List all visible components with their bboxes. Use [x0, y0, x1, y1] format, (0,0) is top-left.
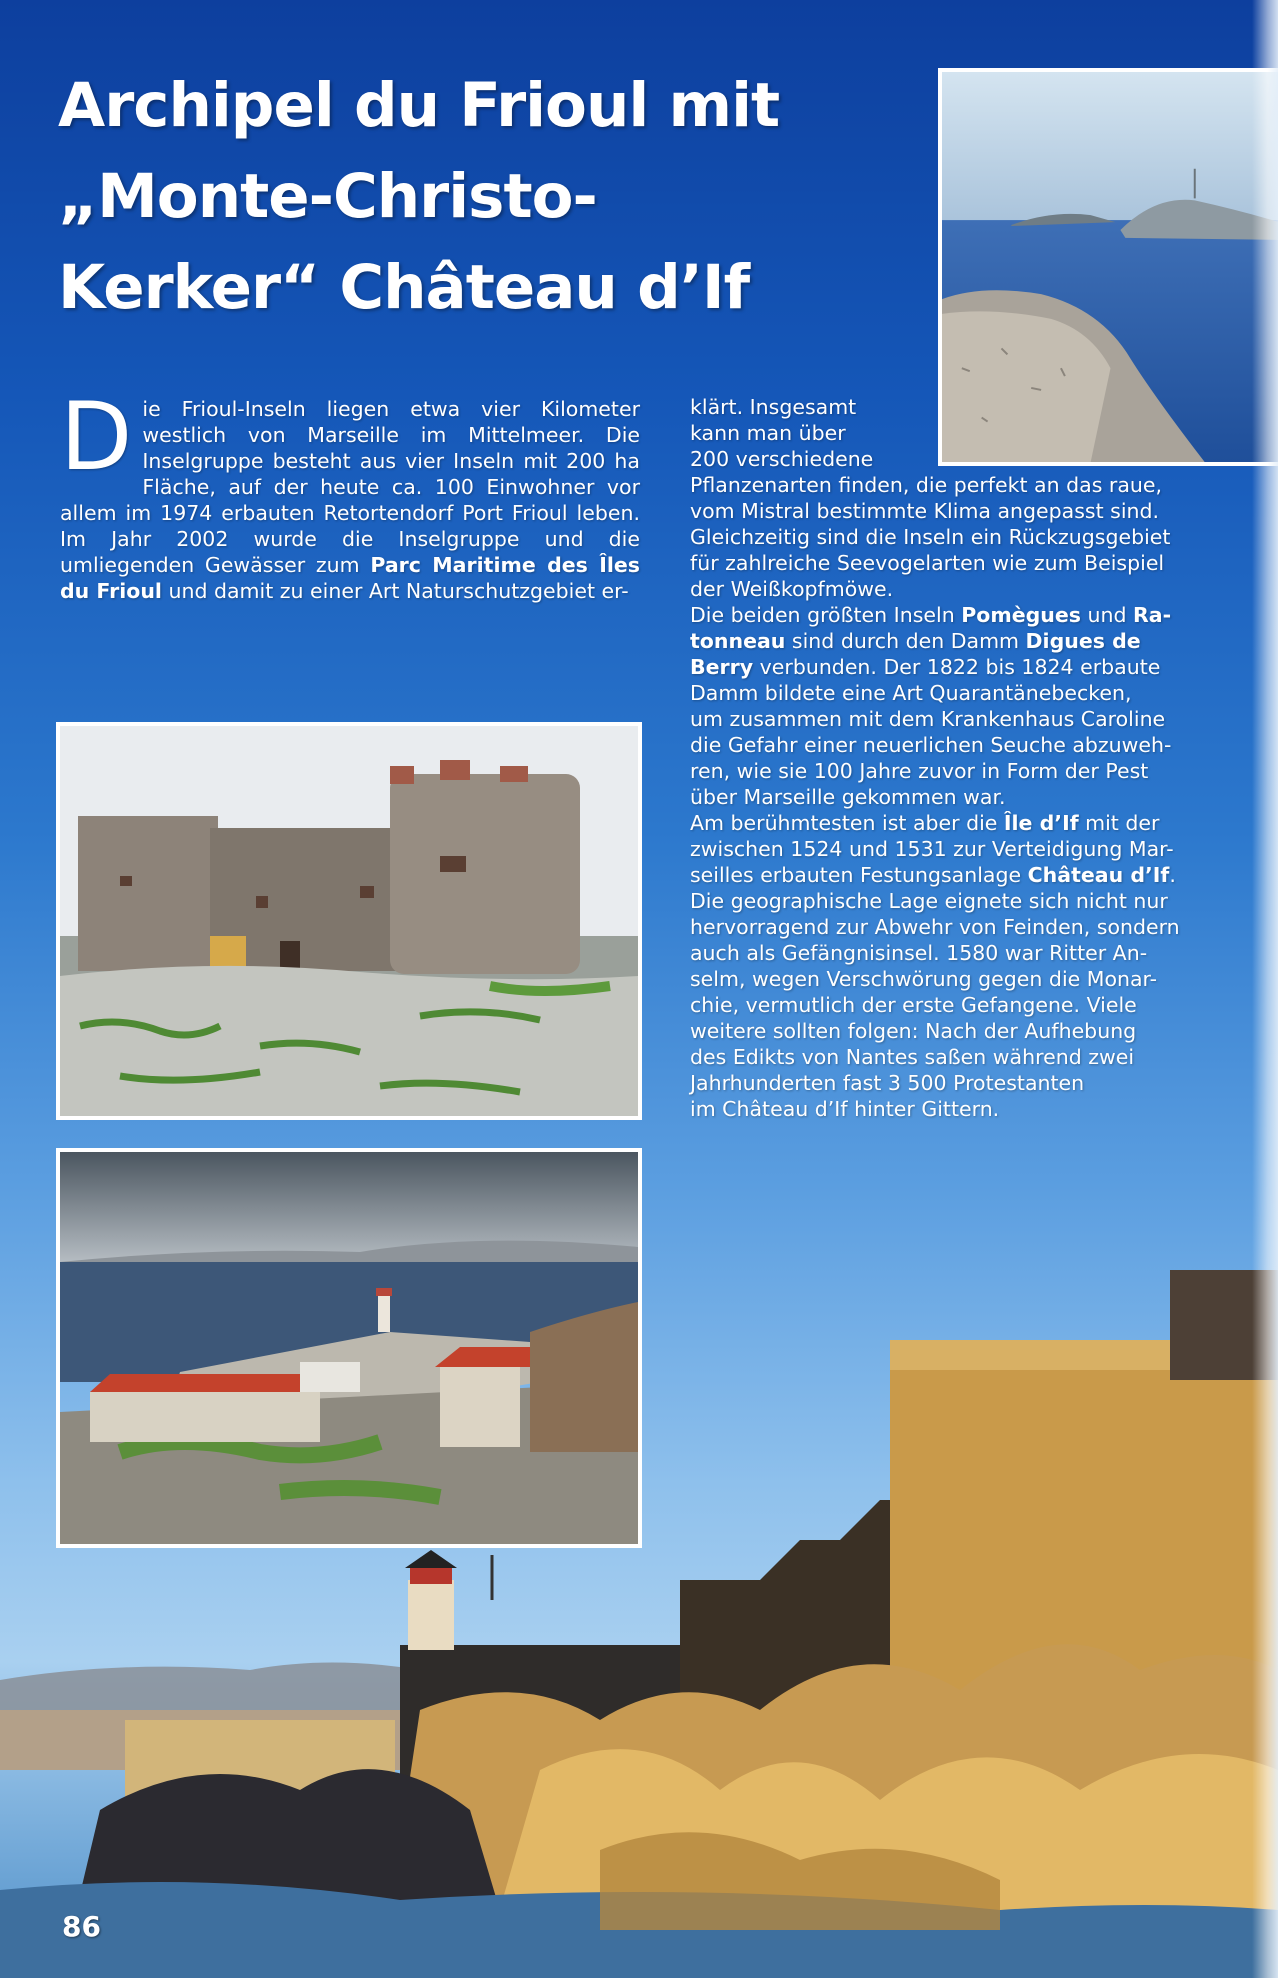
text-line: für zahlreiche Seevogelarten wie zum Beispiel	[690, 551, 1165, 575]
article-title	[58, 60, 918, 333]
intro-bold-park: Parc Maritime des Îles du Frioul	[60, 553, 640, 603]
text-line: um zusammen mit dem Krankenhaus Caroline	[690, 707, 1166, 731]
text-line: des Edikts von Nantes saßen während zwei	[690, 1045, 1135, 1069]
intro-paragraph	[60, 383, 640, 604]
text-line: tonneau sind durch den Damm Digues de	[690, 629, 1141, 653]
text-line: auch als Gefängnisinsel. 1580 war Ritter An-	[690, 941, 1148, 965]
text-line: selm, wegen Verschwörung gegen die Monar-	[690, 967, 1158, 991]
intro-text-1: ie Frioul-Inseln liegen etwa vier Kilometer westlich von Marseille im Mittelmeer. Die Inselgruppe besteht aus vier Inseln mit 200 ha Fläche, auf der heute ca. 100 Einwohner vor allem im 1974 erbauten Retortendorf Port Frioul leben. Im Jahr 2002 wurde die Inselgruppe und die umliegenden Gewässer zum	[60, 397, 640, 577]
text-line: im Château d’If hinter Gittern.	[690, 1097, 1000, 1121]
text-line: kann man über	[690, 421, 846, 445]
text-line: weitere sollten folgen: Nach der Aufhebung	[690, 1019, 1137, 1043]
chateau-photo	[56, 722, 642, 1120]
page-number: 86	[62, 1910, 101, 1943]
bold-ratonneau-2: tonneau	[690, 629, 786, 653]
text-line: hervorragend zur Abwehr von Feinden, sondern	[690, 915, 1180, 939]
text-line: die Gefahr einer neuerlichen Seuche abzuweh-	[690, 733, 1172, 757]
text-line: über Marseille gekommen war.	[690, 785, 1006, 809]
main-article-text	[690, 394, 1268, 1122]
text-line: ren, wie sie 100 Jahre zuvor in Form der Pest	[690, 759, 1149, 783]
drop-cap: D	[60, 383, 133, 492]
intro-text-2: und damit zu einer Art Naturschutzgebiet er-	[161, 579, 629, 603]
page-spine-shadow	[1252, 0, 1278, 1978]
chateau-image	[60, 726, 638, 1116]
text-line: seilles erbauten Festungsanlage Château d’If.	[690, 863, 1176, 887]
bold-ile-dif: Île d’If	[1003, 811, 1079, 835]
title-line-3: Kerker“ Château d’If	[58, 252, 750, 323]
text-line: Am berühmtesten ist aber die Île d’If mit der	[690, 811, 1160, 835]
bold-ratonneau-1: Ra-	[1133, 603, 1172, 627]
bold-pomegues: Pomègues	[961, 603, 1081, 627]
text-line: zwischen 1524 und 1531 zur Verteidigung Mar-	[690, 837, 1174, 861]
text-line: Die beiden größten Inseln Pomègues und Ra-	[690, 603, 1172, 627]
text-line: Die geographische Lage eignete sich nicht nur	[690, 889, 1168, 913]
text-line: der Weißkopfmöwe.	[690, 577, 894, 601]
text-line: klärt. Insgesamt	[690, 395, 857, 419]
text-line: Jahrhunderten fast 3 500 Protestanten	[690, 1071, 1085, 1095]
bold-chateau-dif: Château d’If	[1027, 863, 1170, 887]
text-line: Berry verbunden. Der 1822 bis 1824 erbaute	[690, 655, 1161, 679]
text-line: chie, vermutlich der erste Gefangene. Viele	[690, 993, 1137, 1017]
text-line: 200 verschiedene	[690, 447, 874, 471]
title-line-2: „Monte-Christo-	[58, 161, 597, 232]
text-line: vom Mistral bestimmte Klima angepasst sind.	[690, 499, 1160, 523]
fortress-scene	[0, 1250, 1278, 1978]
title-line-1: Archipel du Frioul mit	[58, 70, 780, 141]
bold-berry: Berry	[690, 655, 754, 679]
text-line: Pflanzenarten finden, die perfekt an das raue,	[690, 473, 1163, 497]
bold-digues: Digues de	[1025, 629, 1141, 653]
text-line: Damm bildete eine Art Quarantänebecken,	[690, 681, 1132, 705]
text-line: Gleichzeitig sind die Inseln ein Rückzugsgebiet	[690, 525, 1171, 549]
